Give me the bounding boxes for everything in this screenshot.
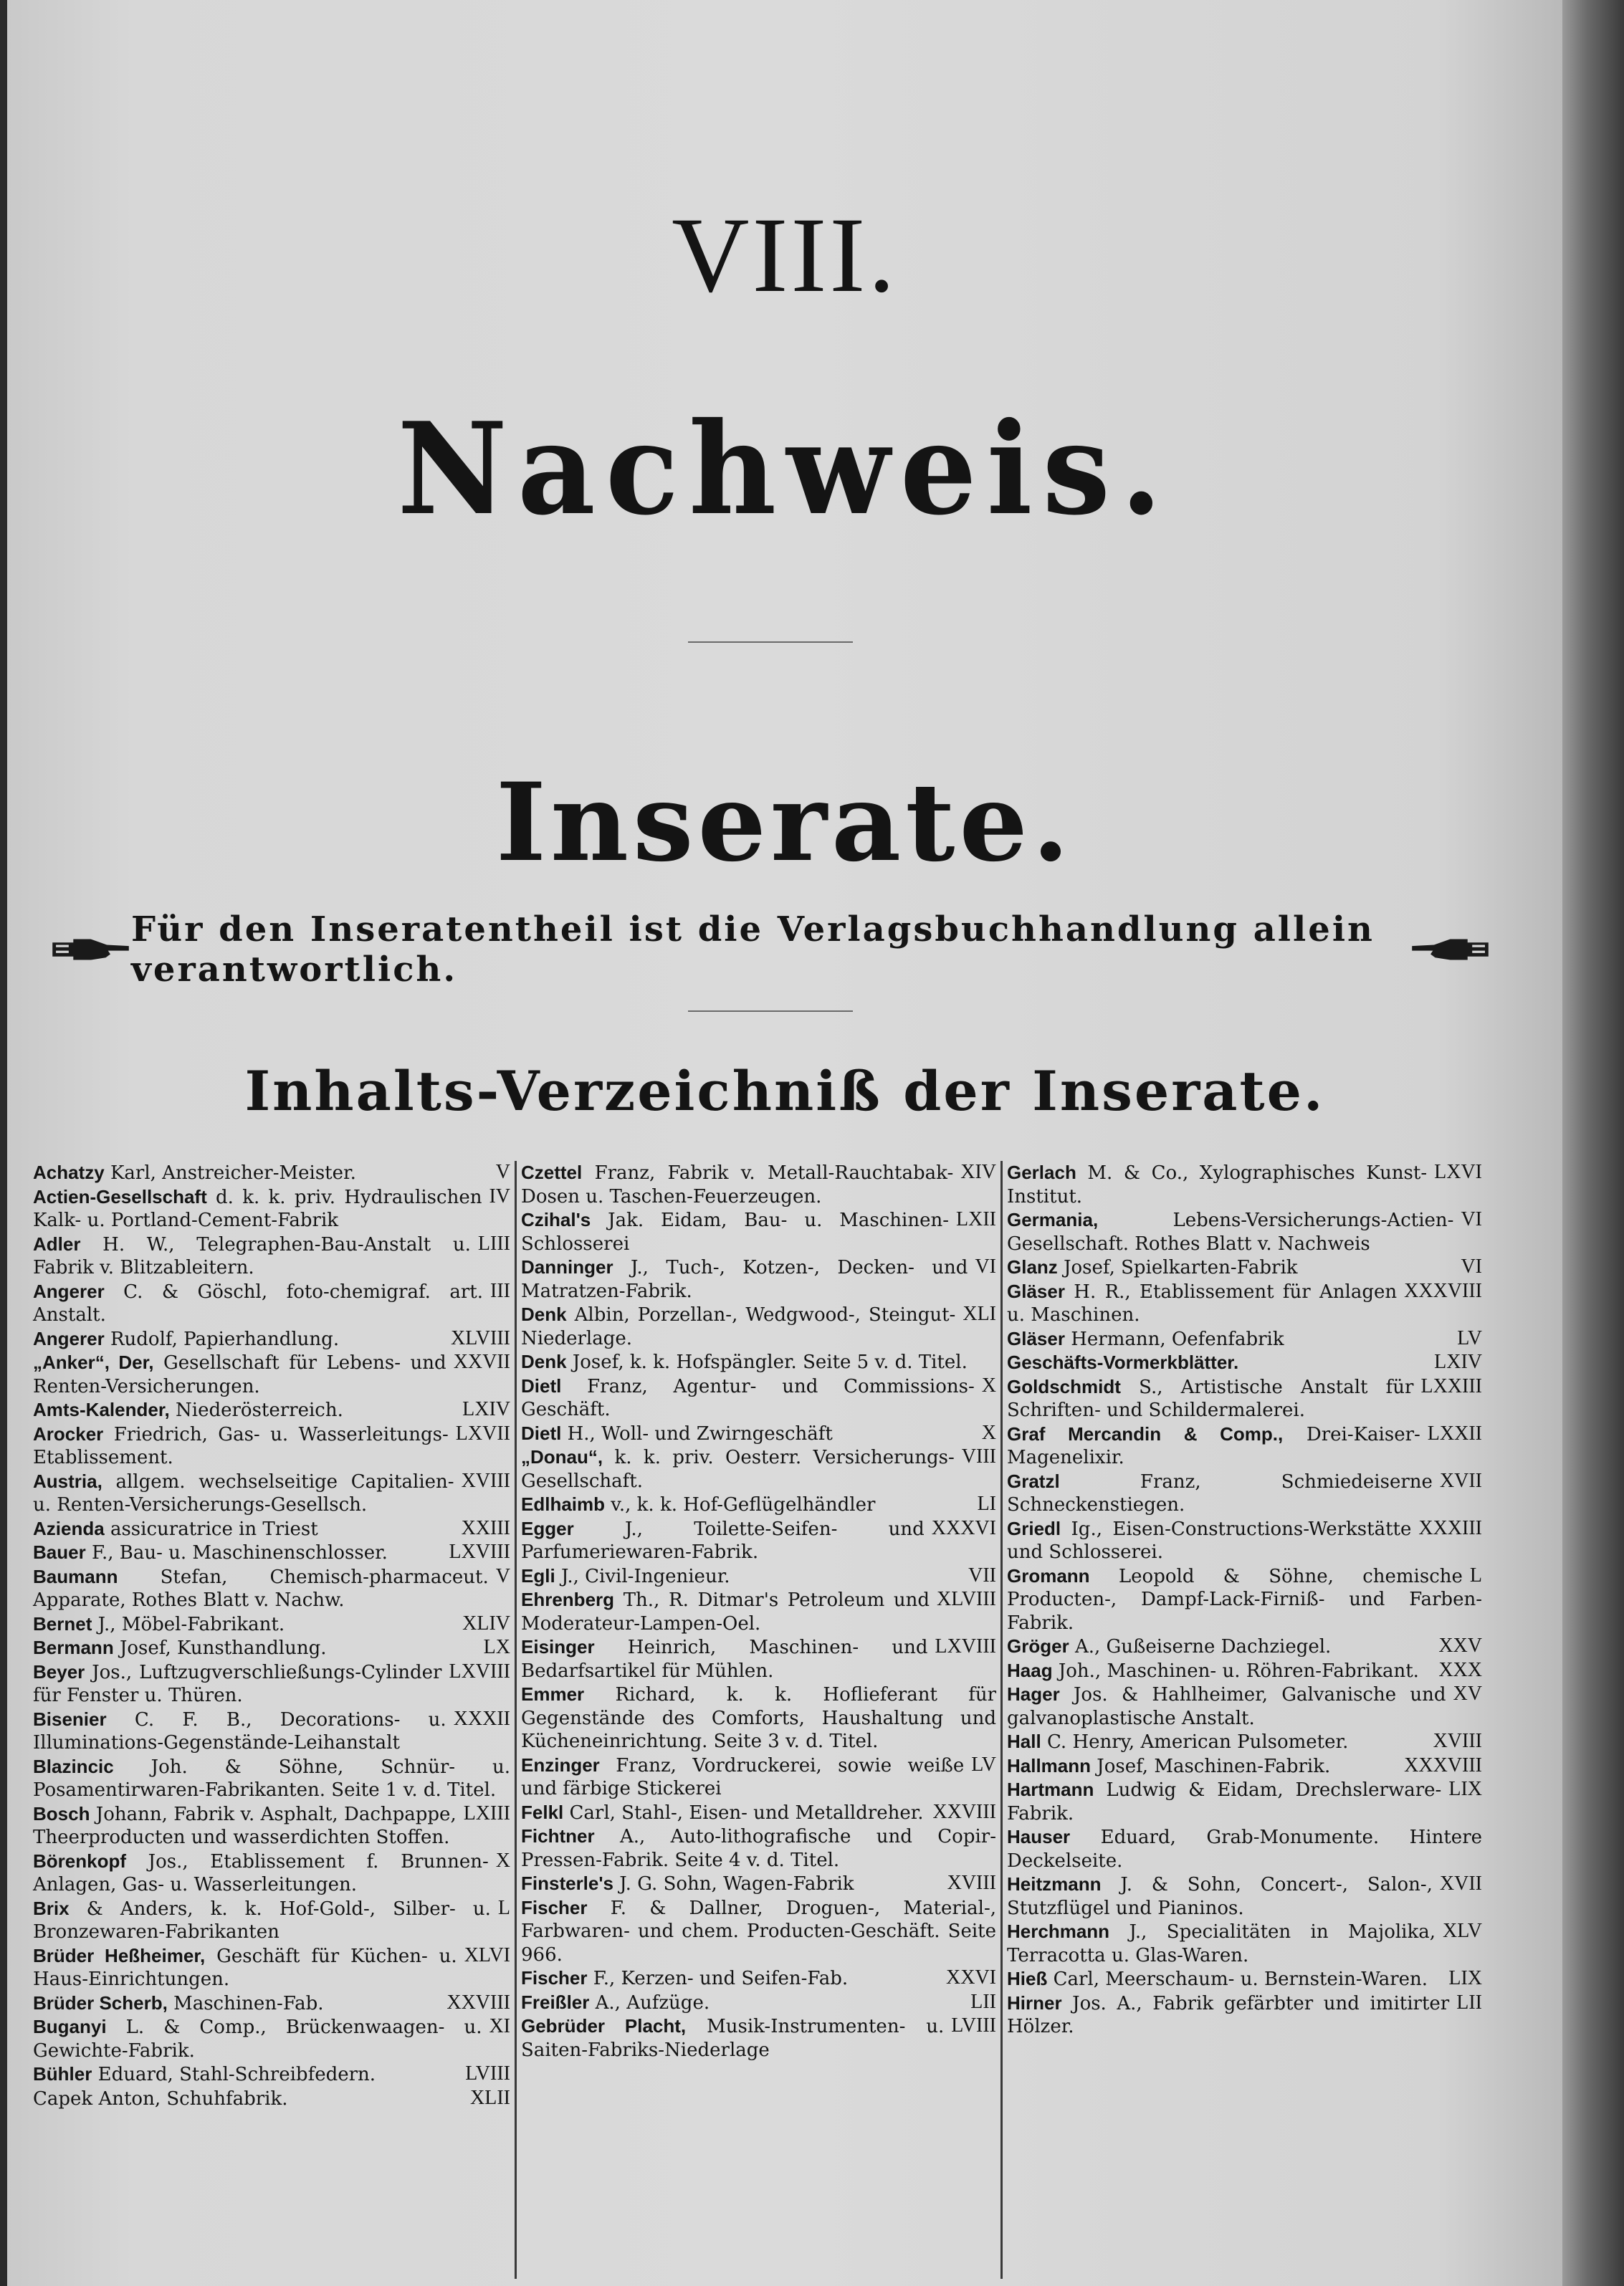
entry-name: Actien-Gesellschaft bbox=[33, 1185, 207, 1207]
pointing-hand-left-icon bbox=[1410, 928, 1491, 971]
entry-name: Gläser bbox=[1007, 1280, 1065, 1302]
section-numeral: VIII. bbox=[672, 196, 898, 315]
entry-page-ref: XXVIII bbox=[932, 1800, 996, 1823]
entry-description: J. G. Sohn, Wagen-Fabrik bbox=[619, 1873, 854, 1895]
entry-description: Franz, Agentur- und Commissions-Geschäft. bbox=[521, 1375, 975, 1420]
index-entry bbox=[521, 1825, 996, 1872]
entry-name: Czihal's bbox=[521, 1209, 591, 1230]
entry-name: Ehrenberg bbox=[521, 1589, 615, 1610]
entry-page-ref: XXXII bbox=[453, 1707, 510, 1730]
entry-description: J., Tuch-, Kotzen-, Decken- und Matratzen-Fabrik. bbox=[521, 1257, 968, 1302]
entry-page-ref: XXXIII bbox=[1418, 1516, 1482, 1539]
entry-page-ref: VI bbox=[975, 1256, 996, 1278]
entry-name: Fischer bbox=[521, 1967, 588, 1989]
entry-description: J., Specialitäten in Majolika, Terracotta u. Glas-Waren. bbox=[1007, 1921, 1436, 1966]
entry-page-ref: XVII bbox=[1439, 1873, 1482, 1895]
entry-description: Ig., Eisen-Constructions-Werkstätte und Schlosserei. bbox=[1007, 1518, 1412, 1563]
index-entry bbox=[33, 1565, 510, 1612]
entry-page-ref: XLII bbox=[470, 2086, 510, 2109]
entry-description: J., Civil-Ingenieur. bbox=[560, 1565, 730, 1587]
index-entry bbox=[1007, 1967, 1482, 1991]
entry-page-ref: XLVIII bbox=[937, 1588, 996, 1610]
entry-page-ref: LXVIII bbox=[449, 1660, 510, 1683]
entry-description: Joh. & Söhne, Schnür- u. Posamentirwaren-Fabrikanten. Seite 1 v. d. Titel. bbox=[33, 1756, 510, 1801]
entry-name: Felkl bbox=[521, 1801, 564, 1823]
index-entry bbox=[521, 1635, 996, 1683]
pointing-hand-right-icon bbox=[50, 928, 131, 971]
entry-description: Heinrich, Maschinen- und Bedarfsartikel für Mühlen. bbox=[521, 1637, 928, 1682]
entry-description: H., Woll- und Zwirngeschäft bbox=[567, 1422, 833, 1445]
index-entry bbox=[33, 1708, 510, 1755]
entry-name: Bauer bbox=[33, 1541, 86, 1563]
index-entry bbox=[1007, 1659, 1482, 1683]
entry-page-ref: VI bbox=[1461, 1208, 1482, 1230]
entry-description: J. & Sohn, Concert-, Salon-, Stutzflügel und Pianinos. bbox=[1007, 1874, 1433, 1919]
entry-description: Eduard, Stahl-Schreibfedern. bbox=[97, 2064, 376, 2085]
entry-name: Bernet bbox=[33, 1612, 92, 1635]
entry-page-ref: X bbox=[981, 1421, 996, 1444]
index-column-2 bbox=[515, 1161, 1000, 2279]
entry-page-ref: XVIII bbox=[947, 1872, 996, 1894]
entry-page-ref: LXXII bbox=[1427, 1422, 1482, 1445]
entry-name: Bermann bbox=[33, 1637, 114, 1658]
entry-page-ref: LI bbox=[977, 1493, 996, 1515]
entry-page-ref: VIII bbox=[961, 1445, 996, 1468]
entry-description: Josef, k. k. Hofspängler. Seite 5 v. d. Titel. bbox=[572, 1352, 968, 1373]
entry-name: Brix bbox=[33, 1897, 70, 1919]
entry-name: Freißler bbox=[521, 1991, 590, 2013]
index-entry bbox=[1007, 1161, 1482, 1208]
index-entry bbox=[521, 1966, 996, 1991]
entry-page-ref: L bbox=[497, 1896, 510, 1919]
entry-description: Carl, Stahl-, Eisen- und Metalldreher. bbox=[569, 1802, 924, 1824]
entry-description: F. & Dallner, Droguen-, Material-, Farbwaren- und chem. Producten-Geschäft. Seite 966. bbox=[521, 1897, 996, 1966]
entry-page-ref: V bbox=[495, 1564, 510, 1587]
entry-description: Lebens-Versicherungs-Actien-Gesellschaft. Rothes Blatt v. Nachweis bbox=[1007, 1210, 1454, 1255]
entry-name: Danninger bbox=[521, 1256, 613, 1278]
index-entry bbox=[33, 1327, 510, 1352]
entry-name: Fichtner bbox=[521, 1825, 595, 1847]
entry-description: H. R., Etablissement für Anlagen u. Maschinen. bbox=[1007, 1281, 1398, 1326]
entry-description: Niederösterreich. bbox=[176, 1400, 343, 1421]
entry-description: Franz, Schmiedeiserne Schneckenstiegen. bbox=[1007, 1470, 1433, 1516]
entry-name: Enzinger bbox=[521, 1754, 600, 1776]
index-entry bbox=[521, 1208, 996, 1256]
entry-name: Adler bbox=[33, 1233, 81, 1255]
entry-description: Stefan, Chemisch-pharmaceut. Apparate, Rothes Blatt v. Nachw. bbox=[33, 1566, 489, 1611]
entry-name: Gröger bbox=[1007, 1635, 1069, 1657]
entry-name: Bisenier bbox=[33, 1708, 107, 1730]
entry-description: Friedrich, Gas- u. Wasserleitungs-Etablissement. bbox=[33, 1423, 449, 1468]
entry-name: „Donau“, bbox=[521, 1446, 603, 1468]
entry-description: C. Henry, American Pulsometer. bbox=[1046, 1731, 1349, 1753]
book-page bbox=[7, 0, 1562, 2286]
entry-description: H. W., Telegraphen-Bau-Anstalt u. Fabrik v. Blitzableitern. bbox=[33, 1233, 471, 1278]
entry-description: A., Auto-lithografische und Copir-Pressen-Fabrik. Seite 4 v. d. Titel. bbox=[521, 1826, 996, 1871]
toc-title: Inhalts-Verzeichniß der Inserate. bbox=[244, 1059, 1325, 1123]
index-entry bbox=[521, 1564, 996, 1589]
entry-page-ref: LXIII bbox=[463, 1802, 510, 1825]
entry-description: Joh., Maschinen- u. Röhren-Fabrikant. bbox=[1058, 1660, 1419, 1682]
entry-description: Jos. & Hahlheimer, Galvanische und galvanoplastische Anstalt. bbox=[1007, 1684, 1446, 1729]
page-edge-shadow bbox=[1562, 0, 1624, 2286]
entry-description: A., Aufzüge. bbox=[595, 1991, 710, 2014]
index-entry bbox=[1007, 1920, 1482, 1967]
entry-page-ref: XXVII bbox=[453, 1351, 510, 1373]
index-entry bbox=[521, 1991, 996, 2015]
entry-page-ref: IV bbox=[489, 1185, 510, 1207]
index-entry bbox=[521, 1303, 996, 1350]
entry-name: Bosch bbox=[33, 1802, 90, 1825]
index-entry bbox=[521, 1896, 996, 1967]
entry-page-ref: XXV bbox=[1438, 1635, 1482, 1657]
entry-description: Capek Anton, Schuhfabrik. bbox=[33, 2087, 288, 2110]
notice-text: Für den Inseratentheil ist die Verlagsbuchhandlung allein verantwortlich. bbox=[131, 909, 1375, 990]
index-entry bbox=[33, 1422, 510, 1470]
entry-description: Richard, k. k. Hoflieferant für Gegenstände des Comforts, Haushaltung und Kücheneinrichtung. Seite 3 v. d. Titel. bbox=[521, 1684, 997, 1752]
index-entry bbox=[521, 1374, 996, 1422]
index-column-3 bbox=[1000, 1161, 1486, 2279]
index-entry bbox=[1007, 1470, 1482, 1517]
index-entry bbox=[1007, 1991, 1482, 2039]
entry-page-ref: XXXVI bbox=[931, 1516, 996, 1539]
entry-page-ref: LIX bbox=[1448, 1967, 1482, 1989]
entry-page-ref: XXXVIII bbox=[1404, 1279, 1482, 1302]
entry-name: Austria, bbox=[33, 1470, 102, 1492]
entry-name: Hauser bbox=[1007, 1826, 1071, 1847]
entry-page-ref: XVII bbox=[1439, 1469, 1482, 1492]
index-entry bbox=[521, 1161, 996, 1208]
entry-name: „Anker“, Der, bbox=[33, 1352, 154, 1373]
entry-description: & Anders, k. k. Hof-Gold-, Silber- u. Bronzewaren-Fabrikanten bbox=[33, 1898, 491, 1943]
entry-name: Achatzy bbox=[33, 1162, 105, 1183]
entry-description: Eduard, Grab-Monumente. Hintere Deckelseite. bbox=[1007, 1827, 1483, 1872]
index-entry bbox=[1007, 1730, 1482, 1754]
entry-name: Gebrüder Placht, bbox=[521, 2015, 687, 2037]
entry-page-ref: LV bbox=[971, 1753, 996, 1776]
entry-description: Musik-Instrumenten- u. Saiten-Fabriks-Niederlage bbox=[521, 2016, 945, 2061]
advertiser-index bbox=[29, 1161, 1527, 2279]
index-entry bbox=[33, 1660, 510, 1708]
index-column-1 bbox=[29, 1161, 515, 2279]
entry-description: L. & Comp., Brückenwaagen- u. Gewichte-Fabrik. bbox=[33, 2017, 482, 2062]
entry-name: Graf Mercandin & Comp., bbox=[1007, 1422, 1284, 1445]
entry-page-ref: III bbox=[490, 1279, 510, 1302]
entry-description: Leopold & Söhne, chemische Producten-, Dampf-Lack-Firniß- und Farben-Fabrik. bbox=[1007, 1565, 1482, 1634]
index-entry bbox=[33, 1802, 510, 1850]
index-entry bbox=[521, 1801, 996, 1825]
entry-name: Glanz bbox=[1007, 1256, 1058, 1278]
entry-page-ref: LXXIII bbox=[1420, 1374, 1482, 1397]
entry-page-ref: XI bbox=[489, 2015, 510, 2037]
entry-name: Heitzmann bbox=[1007, 1873, 1102, 1895]
index-entry bbox=[33, 1351, 510, 1398]
entry-page-ref: LXIV bbox=[1434, 1351, 1482, 1373]
entry-name: Gerlach bbox=[1007, 1162, 1076, 1183]
index-entry bbox=[1007, 1375, 1482, 1422]
entry-description: Franz, Vordruckerei, sowie weiße und färbige Stickerei bbox=[521, 1754, 965, 1799]
index-entry bbox=[33, 1850, 510, 1897]
entry-description: Jos., Luftzugverschließungs-Cylinder für Fenster u. Thüren. bbox=[33, 1661, 442, 1706]
index-entry bbox=[521, 1517, 996, 1564]
entry-name: Hallmann bbox=[1007, 1754, 1092, 1776]
entry-page-ref: XXVIII bbox=[446, 1991, 510, 2014]
entry-description: assicuratrice in Triest bbox=[110, 1518, 318, 1540]
entry-name: Angerer bbox=[33, 1327, 105, 1349]
entry-name: Czettel bbox=[521, 1162, 583, 1183]
entry-page-ref: LXVI bbox=[1434, 1161, 1482, 1183]
entry-name: Goldschmidt bbox=[1007, 1375, 1121, 1397]
index-entry bbox=[1007, 1825, 1482, 1873]
entry-name: Angerer bbox=[33, 1280, 105, 1302]
entry-page-ref: XLV bbox=[1443, 1920, 1482, 1942]
entry-page-ref: XV bbox=[1453, 1683, 1482, 1705]
index-entry bbox=[1007, 1754, 1482, 1779]
index-entry bbox=[33, 1755, 510, 1802]
index-entry bbox=[1007, 1778, 1482, 1825]
entry-page-ref: LXIV bbox=[462, 1398, 510, 1420]
entry-description: Jos., Etablissement f. Brunnen-Anlagen, Gas- u. Wasserleitungen. bbox=[33, 1850, 489, 1895]
index-entry bbox=[521, 1493, 996, 1517]
entry-name: Hall bbox=[1007, 1731, 1041, 1752]
entry-description: Ludwig & Eidam, Drechslerware-Fabrik. bbox=[1007, 1779, 1442, 1825]
entry-name: Blazincic bbox=[33, 1755, 114, 1777]
divider-rule bbox=[688, 641, 853, 643]
page-title: Nachweis. bbox=[397, 394, 1172, 543]
index-entry bbox=[521, 2014, 996, 2062]
index-entry bbox=[33, 1944, 510, 1991]
entry-description: allgem. wechselseitige Capitalien- u. Renten-Versicherungs-Gesellsch. bbox=[33, 1470, 454, 1516]
entry-name: Hager bbox=[1007, 1683, 1060, 1705]
entry-page-ref: LII bbox=[970, 1990, 996, 2013]
index-entry bbox=[521, 1422, 996, 1446]
entry-page-ref: LXVIII bbox=[935, 1635, 996, 1658]
entry-description: Albin, Porzellan-, Wedgwood-, Steingut-Niederlage. bbox=[521, 1304, 956, 1349]
entry-description: Rudolf, Papierhandlung. bbox=[110, 1328, 340, 1350]
entry-name: Bühler bbox=[33, 2063, 92, 2085]
entry-description: F., Bau- u. Maschinenschlosser. bbox=[91, 1542, 388, 1564]
entry-description: Josef, Spielkarten-Fabrik bbox=[1064, 1257, 1298, 1278]
entry-description: Josef, Kunsthandlung. bbox=[119, 1637, 327, 1659]
entry-name: Buganyi bbox=[33, 2016, 107, 2037]
entry-description: d. k. k. priv. Hydraulischen Kalk- u. Portland-Cement-Fabrik bbox=[33, 1186, 482, 1231]
entry-name: Gläser bbox=[1007, 1327, 1065, 1349]
entry-page-ref: LX bbox=[483, 1636, 510, 1658]
entry-page-ref: LIX bbox=[1448, 1778, 1482, 1800]
entry-page-ref: XXIII bbox=[461, 1516, 510, 1539]
entry-description: Th., R. Ditmar's Petroleum und Moderateur-Lampen-Oel. bbox=[521, 1589, 930, 1635]
entry-page-ref: VI bbox=[1461, 1256, 1482, 1278]
entry-name: Brüder Heßheimer, bbox=[33, 1944, 206, 1966]
responsibility-notice bbox=[50, 909, 1491, 990]
index-entry bbox=[521, 1872, 996, 1896]
index-entry bbox=[521, 1350, 996, 1374]
entry-description: C. & Göschl, foto-chemigraf. art. Anstalt. bbox=[33, 1281, 484, 1326]
entry-name: Denk bbox=[521, 1351, 567, 1372]
entry-description: Carl, Meerschaum- u. Bernstein-Waren. bbox=[1053, 1969, 1428, 1990]
divider-rule bbox=[688, 1010, 853, 1012]
entry-description: Johann, Fabrik v. Asphalt, Dachpappe, Theerproducten und wasserdichten Stoffen. bbox=[33, 1803, 457, 1848]
entry-name: Amts-Kalender, bbox=[33, 1399, 170, 1420]
entry-name: Fischer bbox=[521, 1896, 588, 1918]
entry-page-ref: LVIII bbox=[465, 2062, 510, 2085]
entry-page-ref: XLIV bbox=[462, 1612, 510, 1635]
entry-description: C. F. B., Decorations- u. Illuminations-Gegenstände-Leihanstalt bbox=[33, 1708, 446, 1754]
entry-page-ref: LVIII bbox=[951, 2014, 996, 2037]
index-entry bbox=[33, 2087, 510, 2111]
index-entry bbox=[521, 1588, 996, 1635]
entry-page-ref: LXVIII bbox=[449, 1541, 510, 1563]
entry-description: k. k. priv. Oesterr. Versicherungs-Gesellschaft. bbox=[521, 1447, 955, 1492]
entry-description: Karl, Anstreicher-Meister. bbox=[110, 1162, 356, 1184]
entry-name: Gromann bbox=[1007, 1564, 1090, 1587]
entry-page-ref: LXVII bbox=[455, 1422, 510, 1445]
entry-name: Dietl bbox=[521, 1422, 562, 1444]
index-entry bbox=[1007, 1208, 1482, 1256]
entry-description: Geschäft für Küchen- u. Haus-Einrichtungen. bbox=[33, 1945, 457, 1990]
entry-description: Gesellschaft für Lebens- und Renten-Versicherungen. bbox=[33, 1352, 446, 1397]
index-entry bbox=[1007, 1422, 1482, 1470]
entry-name: Edlhaimb bbox=[521, 1493, 606, 1515]
entry-page-ref: XLVIII bbox=[451, 1326, 510, 1349]
entry-page-ref: XIV bbox=[960, 1161, 996, 1183]
index-entry bbox=[521, 1445, 996, 1493]
index-entry bbox=[33, 1398, 510, 1422]
entry-name: Dietl bbox=[521, 1374, 562, 1397]
entry-name: Emmer bbox=[521, 1683, 585, 1705]
entry-name: Azienda bbox=[33, 1517, 105, 1539]
entry-description: Hermann, Oefenfabrik bbox=[1071, 1328, 1284, 1350]
entry-description: Franz, Fabrik v. Metall-Rauchtabak-Dosen u. Taschen-Feuerzeugen. bbox=[521, 1162, 954, 1207]
index-entry bbox=[33, 2062, 510, 2087]
entry-description: F., Kerzen- und Seifen-Fab. bbox=[593, 1968, 849, 1989]
entry-description: Jos. A., Fabrik gefärbter und imitirter Hölzer. bbox=[1007, 1992, 1450, 2037]
entry-name: Finsterle's bbox=[521, 1873, 614, 1894]
entry-name: Börenkopf bbox=[33, 1850, 126, 1872]
entry-page-ref: LII bbox=[1456, 1991, 1482, 2014]
entry-name: Herchmann bbox=[1007, 1921, 1110, 1942]
entry-name: Griedl bbox=[1007, 1517, 1061, 1539]
entry-page-ref: XVIII bbox=[461, 1469, 510, 1492]
entry-description: Drei-Kaiser-Magenelixir. bbox=[1007, 1423, 1420, 1468]
index-entry bbox=[33, 1541, 510, 1565]
entry-page-ref: LIII bbox=[477, 1232, 510, 1255]
index-entry bbox=[521, 1754, 996, 1801]
entry-name: Egli bbox=[521, 1564, 555, 1587]
index-entry bbox=[33, 1636, 510, 1660]
entry-name: Gratzl bbox=[1007, 1470, 1060, 1492]
entry-name: Hieß bbox=[1007, 1968, 1048, 1989]
entry-page-ref: X bbox=[981, 1374, 996, 1397]
index-entry bbox=[33, 1612, 510, 1637]
entry-name: Germania, bbox=[1007, 1209, 1099, 1230]
entry-name: Haag bbox=[1007, 1659, 1053, 1681]
entry-page-ref: X bbox=[495, 1849, 510, 1872]
entry-page-ref: LXII bbox=[956, 1208, 996, 1230]
section-title: Inserate. bbox=[495, 760, 1074, 886]
index-entry bbox=[1007, 1635, 1482, 1659]
index-entry bbox=[33, 1185, 510, 1233]
entry-page-ref: V bbox=[495, 1161, 510, 1183]
entry-page-ref: XVIII bbox=[1433, 1730, 1482, 1752]
index-entry bbox=[33, 1280, 510, 1327]
index-entry bbox=[33, 2015, 510, 2062]
entry-page-ref: VII bbox=[968, 1564, 996, 1587]
index-entry bbox=[1007, 1327, 1482, 1352]
index-entry bbox=[521, 1683, 996, 1754]
entry-name: Hartmann bbox=[1007, 1779, 1094, 1800]
index-entry bbox=[1007, 1683, 1482, 1730]
index-entry bbox=[33, 1470, 510, 1517]
entry-description: Maschinen-Fab. bbox=[173, 1992, 324, 2014]
entry-page-ref: LV bbox=[1457, 1326, 1482, 1349]
entry-name: Eisinger bbox=[521, 1636, 595, 1658]
index-entry bbox=[1007, 1280, 1482, 1327]
entry-name: Brüder Scherb, bbox=[33, 1991, 168, 2014]
entry-page-ref: XLI bbox=[963, 1303, 996, 1325]
entry-description: Jak. Eidam, Bau- u. Maschinen-Schlosserei bbox=[521, 1210, 950, 1255]
index-entry bbox=[33, 1161, 510, 1185]
entry-page-ref: L bbox=[1469, 1564, 1482, 1587]
index-entry bbox=[1007, 1873, 1482, 1920]
index-entry bbox=[1007, 1256, 1482, 1280]
index-entry bbox=[1007, 1564, 1482, 1635]
entry-name: Arocker bbox=[33, 1422, 104, 1445]
entry-description: M. & Co., Xylographisches Kunst-Institut. bbox=[1007, 1162, 1428, 1207]
index-entry bbox=[33, 1897, 510, 1944]
entry-name: Geschäfts-Vormerkblätter. bbox=[1007, 1352, 1239, 1373]
entry-description: A., Gußeiserne Dachziegel. bbox=[1074, 1636, 1332, 1658]
entry-name: Egger bbox=[521, 1517, 574, 1539]
index-entry bbox=[521, 1256, 996, 1303]
entry-page-ref: XXX bbox=[1438, 1658, 1482, 1681]
entry-name: Denk bbox=[521, 1304, 567, 1325]
entry-name: Beyer bbox=[33, 1660, 85, 1683]
entry-description: J., Toilette-Seifen- und Parfumeriewaren-Fabrik. bbox=[521, 1518, 925, 1563]
entry-description: v., k. k. Hof-Geflügelhändler bbox=[611, 1494, 876, 1516]
index-entry bbox=[33, 1991, 510, 2016]
entry-description: S., Artistische Anstalt für Schriften- und Schildermalerei. bbox=[1007, 1376, 1414, 1421]
entry-page-ref: XXXVIII bbox=[1404, 1754, 1482, 1776]
index-entry bbox=[33, 1517, 510, 1541]
entry-description: J., Möbel-Fabrikant. bbox=[97, 1613, 285, 1635]
index-entry bbox=[33, 1233, 510, 1280]
entry-description: Josef, Maschinen-Fabrik. bbox=[1097, 1755, 1331, 1777]
entry-page-ref: XXVI bbox=[946, 1966, 996, 1989]
entry-page-ref: XLVI bbox=[464, 1943, 510, 1966]
entry-name: Hirner bbox=[1007, 1991, 1062, 2014]
entry-name: Baumann bbox=[33, 1565, 118, 1587]
index-entry bbox=[1007, 1517, 1482, 1564]
index-entry bbox=[1007, 1351, 1482, 1375]
